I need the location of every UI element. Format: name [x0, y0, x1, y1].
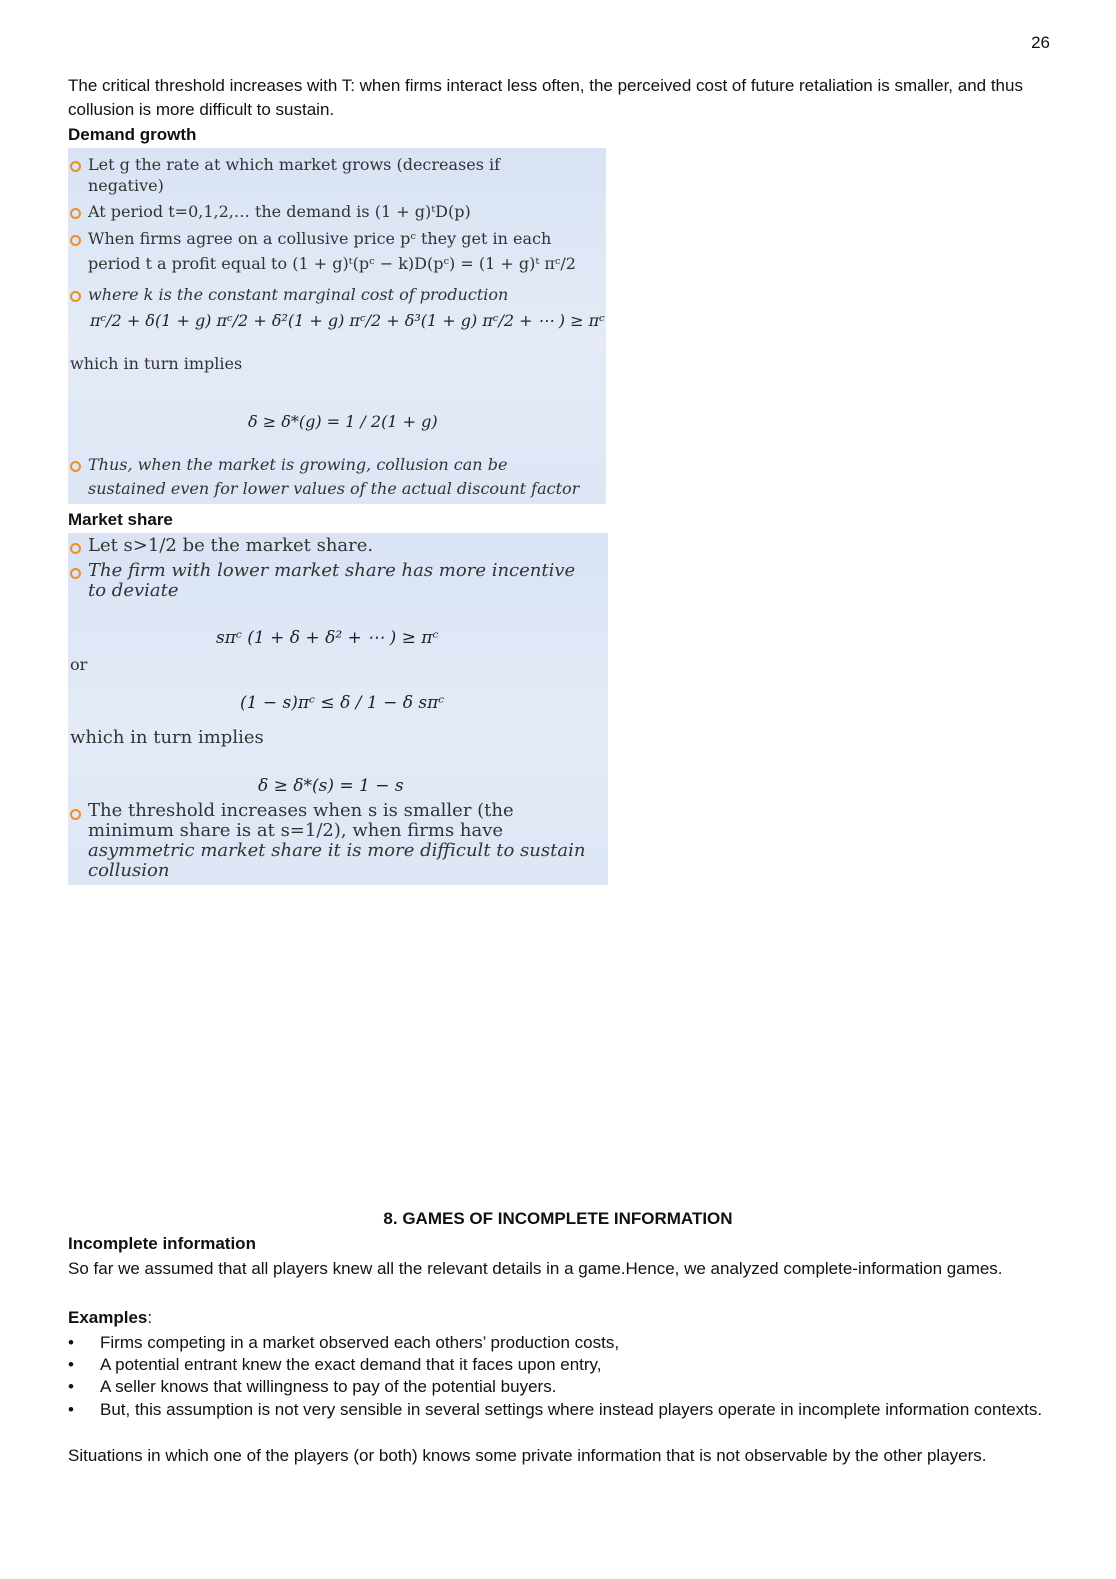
- bullet-icon: [70, 161, 81, 172]
- demand-growth-slide: [68, 148, 606, 504]
- section-title: 8. GAMES OF INCOMPLETE INFORMATION: [383, 1209, 733, 1228]
- dg-inequality: πᶜ/2 + δ(1 + g) πᶜ/2 + δ²(1 + g) πᶜ/2 + δ³(1 + g) πᶜ/2 + ⋯ ) ≥ πᶜ: [90, 311, 605, 330]
- intro-paragraph: The critical threshold increases with T: when firms interact less often, the perceived cost of future retaliation is smaller, and thus collusion is more difficult to sustain.: [68, 76, 1023, 119]
- dg-threshold: δ ≥ δ*(g) = 1 / 2(1 + g): [248, 412, 438, 431]
- bullet-icon: [70, 291, 81, 302]
- dg-bullet4: where k is the constant marginal cost of production: [88, 285, 509, 304]
- market-share-heading: Market share: [68, 510, 173, 529]
- list-item: • A seller knows that willingness to pay of the potential buyers.: [68, 1377, 557, 1396]
- section8-paragraph2: Situations in which one of the players (or both) knows some private information that is not observable by the other players.: [68, 1446, 987, 1465]
- page-number: 26: [1031, 33, 1050, 52]
- ms-bullet3a: The threshold increases when s is smaller (the: [88, 800, 514, 821]
- dg-bullet3b: period t a profit equal to (1 + g)ᵗ(pᶜ − k)D(pᶜ) = (1 + g)ᵗ πᶜ/2: [88, 254, 576, 273]
- ms-bullet3b: minimum share is at s=1/2), when firms have: [88, 820, 504, 841]
- dg-bullet2: At period t=0,1,2,… the demand is (1 + g)ᵗD(p): [88, 202, 471, 221]
- market-share-slide: [68, 533, 608, 885]
- examples-label: Examples: [68, 1308, 148, 1327]
- bullet-icon: •: [68, 1377, 74, 1396]
- bullet-icon: [70, 568, 81, 579]
- list-item: • A potential entrant knew the exact demand that it faces upon entry,: [68, 1355, 602, 1374]
- bullet-icon: [70, 543, 81, 554]
- bullet-icon: [70, 809, 81, 820]
- dg-bullet3: When firms agree on a collusive price pᶜ they get in each: [88, 229, 552, 248]
- ms-bullet3d: collusion: [88, 860, 170, 881]
- ms-eq2: (1 − s)πᶜ ≤ δ / 1 − δ sπᶜ: [240, 693, 445, 713]
- ms-or: or: [70, 655, 88, 674]
- examples-colon: :: [147, 1308, 153, 1327]
- ms-eq3: δ ≥ δ*(s) = 1 − s: [258, 776, 404, 796]
- list-item: • But, this assumption is not very sensible in several settings where instead players operate in incomplete information contexts.: [68, 1398, 1048, 1422]
- bullet-icon: •: [68, 1333, 74, 1352]
- bullet-icon: [70, 235, 81, 246]
- dg-bullet1: Let g the rate at which market grows (decreases if: [88, 155, 501, 174]
- dg-bullet5b: sustained even for lower values of the actual discount factor: [88, 479, 580, 498]
- ms-bullet2b: to deviate: [88, 580, 179, 601]
- examples-list: [68, 1332, 1048, 1422]
- list-item: • Firms competing in a market observed each others’ production costs,: [68, 1333, 620, 1352]
- ms-which-implies: which in turn implies: [70, 727, 264, 748]
- ms-eq1: sπᶜ (1 + δ + δ² + ⋯ ) ≥ πᶜ: [216, 628, 439, 648]
- examples-line: [68, 1306, 1048, 1330]
- dg-which-implies: which in turn implies: [70, 354, 243, 373]
- ms-bullet1: Let s>1/2 be the market share.: [88, 535, 374, 556]
- ms-bullet3c: asymmetric market share it is more difficult to sustain: [88, 840, 586, 861]
- ms-bullet2: The firm with lower market share has more incentive: [88, 560, 576, 581]
- demand-growth-heading: Demand growth: [68, 125, 197, 144]
- dg-bullet1b: negative): [88, 176, 164, 195]
- bullet-icon: [70, 208, 81, 219]
- bullet-icon: •: [68, 1400, 74, 1419]
- incomplete-info-heading: Incomplete information: [68, 1234, 256, 1253]
- bullet-icon: •: [68, 1355, 74, 1374]
- bullet-icon: [70, 461, 81, 472]
- dg-bullet5: Thus, when the market is growing, collusion can be: [88, 455, 508, 474]
- section8-paragraph1: So far we assumed that all players knew all the relevant details in a game.Hence, we analyzed complete-information games.: [68, 1259, 1003, 1278]
